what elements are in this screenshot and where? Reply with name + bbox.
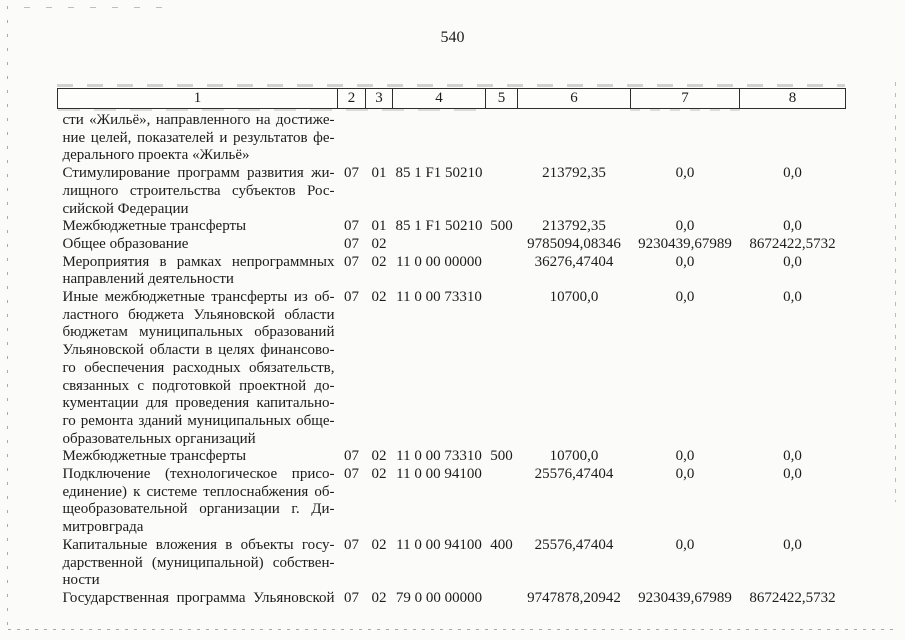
row-cell-col2: 07	[344, 589, 359, 606]
table-row	[58, 590, 846, 608]
row-cell-col6: 10700,0	[549, 448, 599, 465]
row-name-line: связанных с подготовкой проектной до-	[62, 377, 335, 394]
table-row	[58, 466, 846, 537]
row-name-line: сийской Федерации	[62, 200, 189, 217]
row-cell-col7: 9230439,67989	[638, 235, 732, 252]
column-header-7: 7	[631, 89, 740, 109]
table-row	[58, 537, 846, 590]
row-cell-col5: 400	[490, 536, 513, 553]
row-cell-col8: 0,0	[783, 218, 802, 235]
row-cell-col5	[486, 165, 518, 218]
row-name-line: лищного строительства субъектов Рос-	[62, 182, 335, 199]
row-name-cell	[58, 537, 338, 590]
row-cell-col4	[393, 109, 486, 166]
row-cell-col5: 500	[490, 218, 513, 235]
row-name-line: Иные межбюджетные трансферты из об-	[62, 289, 335, 306]
row-cell-col4: 85 1 F1 50210	[395, 165, 483, 182]
row-cell-col4: 85 1 F1 50210	[395, 218, 483, 235]
column-header-4: 4	[393, 89, 486, 109]
table-body	[58, 109, 846, 608]
row-cell-col5	[486, 590, 518, 608]
row-cell-col8: 0,0	[783, 466, 802, 483]
column-header-5: 5	[486, 89, 518, 109]
row-cell-col6: 9785094,08346	[527, 235, 621, 252]
row-name-line: Ульяновской области в целях финансово-	[62, 342, 335, 359]
row-cell-col7: 0,0	[675, 253, 695, 270]
row-cell-col4: 11 0 00 00000	[396, 253, 482, 270]
row-cell-col2: 07	[344, 218, 359, 235]
row-cell-col6: 25576,47404	[534, 536, 614, 553]
row-name-cell	[58, 590, 338, 608]
row-cell-col5	[486, 289, 518, 448]
row-name-line: Капитальные вложения в объекты госу-	[62, 536, 335, 553]
page-number: 540	[440, 29, 465, 46]
scan-artifact-header-top-smudge	[57, 84, 845, 87]
row-cell-col7: 9230439,67989	[638, 589, 732, 606]
row-name-line: щеобразовательной организации г. Ди-	[62, 501, 335, 518]
row-name-line: Общее образование	[62, 235, 189, 252]
scan-artifact-top-dashes	[24, 7, 174, 8]
row-name-line: бюджетам муниципальных образований	[62, 324, 335, 341]
row-name-cell	[58, 109, 338, 166]
budget-table	[57, 88, 846, 608]
row-name-line: Межбюджетные трансферты	[62, 448, 247, 465]
row-name-cell	[58, 236, 338, 254]
row-cell-col2: 07	[344, 235, 359, 252]
row-cell-col4: 11 0 00 94100	[396, 536, 482, 553]
row-cell-col6: 213792,35	[542, 218, 606, 235]
table-row	[58, 218, 846, 236]
row-cell-col3: 02	[371, 466, 387, 483]
row-cell-col5: 500	[490, 448, 513, 465]
scan-artifact-left-line	[7, 6, 8, 630]
column-header-1: 1	[58, 89, 338, 109]
row-cell-col6	[518, 109, 631, 166]
column-header-2: 2	[338, 89, 366, 109]
row-cell-col4: 11 0 00 73310	[396, 289, 482, 306]
row-cell-col2: 07	[344, 466, 359, 483]
row-name-line: ластного бюджета Ульяновской области	[62, 306, 335, 323]
row-cell-col4: 11 0 00 94100	[396, 466, 482, 483]
row-name-line: образовательных организаций	[62, 430, 256, 447]
row-cell-col3	[366, 109, 393, 166]
row-cell-col8: 0,0	[783, 289, 802, 306]
row-cell-col7: 0,0	[675, 536, 695, 553]
row-cell-col6: 213792,35	[542, 165, 606, 182]
row-name-cell	[58, 289, 338, 448]
column-header-8: 8	[740, 89, 846, 109]
row-cell-col2: 07	[344, 448, 359, 465]
table-row	[58, 289, 846, 448]
row-name-cell	[58, 448, 338, 466]
row-cell-col8: 8672422,5732	[749, 235, 836, 252]
row-cell-col7: 0,0	[675, 165, 695, 182]
row-cell-col2: 07	[344, 289, 359, 306]
row-name-line: направлений деятельности	[62, 271, 234, 288]
row-cell-col7: 0,0	[675, 466, 695, 483]
row-cell-col4: 11 0 00 73310	[396, 448, 482, 465]
table-row	[58, 236, 846, 254]
row-cell-col7: 0,0	[675, 448, 695, 465]
row-name-cell	[58, 165, 338, 218]
column-header-6: 6	[518, 89, 631, 109]
row-cell-col3: 02	[371, 289, 387, 306]
row-cell-col6: 9747878,20942	[527, 589, 621, 606]
row-cell-col2: 07	[344, 536, 359, 553]
table-row	[58, 254, 846, 289]
row-name-line: сти «Жильё», направленного на достиже-	[62, 112, 335, 128]
table-row	[58, 165, 846, 218]
scan-artifact-bottom-line	[8, 629, 898, 630]
row-name-line: Межбюджетные трансферты	[62, 218, 247, 235]
column-header-3: 3	[366, 89, 393, 109]
row-name-cell	[58, 466, 338, 537]
row-name-line: кументации для проведения капитально-	[62, 395, 335, 412]
row-name-line: дарственной (муниципальной) собствен-	[62, 554, 335, 571]
row-cell-col3: 01	[371, 218, 387, 235]
row-cell-col5	[486, 109, 518, 166]
row-cell-col3: 02	[371, 253, 387, 270]
row-cell-col5	[486, 466, 518, 537]
row-name-line: го ремонта зданий муниципальных обще-	[62, 412, 335, 429]
row-name-line: ние целей, показателей и результатов фе-	[62, 129, 335, 146]
row-name-line: дерального проекта «Жильё»	[62, 147, 250, 164]
row-cell-col6: 36276,47404	[534, 253, 614, 270]
row-name-line: Подключение (технологическое присо-	[62, 466, 335, 483]
row-cell-col8: 0,0	[783, 253, 802, 270]
row-cell-col8: 0,0	[783, 165, 802, 182]
row-name-cell	[58, 218, 338, 236]
row-name-line: ности	[62, 572, 100, 589]
row-name-line: Мероприятия в рамках непрограммных	[62, 253, 335, 270]
row-name-cell	[58, 254, 338, 289]
row-cell-col2: 07	[344, 165, 359, 182]
row-cell-col4	[393, 236, 486, 254]
row-cell-col7	[631, 109, 740, 166]
row-cell-col3: 02	[371, 589, 387, 606]
row-cell-col3: 01	[371, 165, 387, 182]
row-name-line: Государственная программа Ульяновской	[62, 589, 335, 606]
row-cell-col6: 10700,0	[549, 289, 599, 306]
row-cell-col5	[486, 254, 518, 289]
row-cell-col6: 25576,47404	[534, 466, 614, 483]
row-cell-col8: 8672422,5732	[749, 589, 836, 606]
table-header	[58, 89, 846, 109]
row-cell-col8	[740, 109, 846, 166]
row-cell-col3: 02	[371, 448, 387, 465]
row-cell-col8: 0,0	[783, 536, 802, 553]
row-cell-col8: 0,0	[783, 448, 802, 465]
row-cell-col7: 0,0	[675, 289, 695, 306]
scan-artifact-right-line	[895, 82, 896, 502]
table-header-row	[58, 89, 846, 109]
row-name-line: го обеспечения расходных обязательств,	[62, 359, 335, 376]
row-cell-col3: 02	[371, 235, 387, 252]
row-cell-col4: 79 0 00 00000	[395, 589, 483, 606]
table-row	[58, 109, 846, 166]
row-cell-col5	[486, 236, 518, 254]
row-cell-col3: 02	[371, 536, 387, 553]
row-cell-col2: 07	[344, 253, 359, 270]
row-cell-col7: 0,0	[675, 218, 695, 235]
table-row	[58, 448, 846, 466]
row-name-line: митровграда	[62, 519, 144, 536]
row-name-line: Стимулирование программ развития жи-	[62, 165, 335, 182]
row-name-line: единение) к системе теплоснабжения об-	[62, 483, 335, 500]
row-cell-col2	[338, 109, 366, 166]
